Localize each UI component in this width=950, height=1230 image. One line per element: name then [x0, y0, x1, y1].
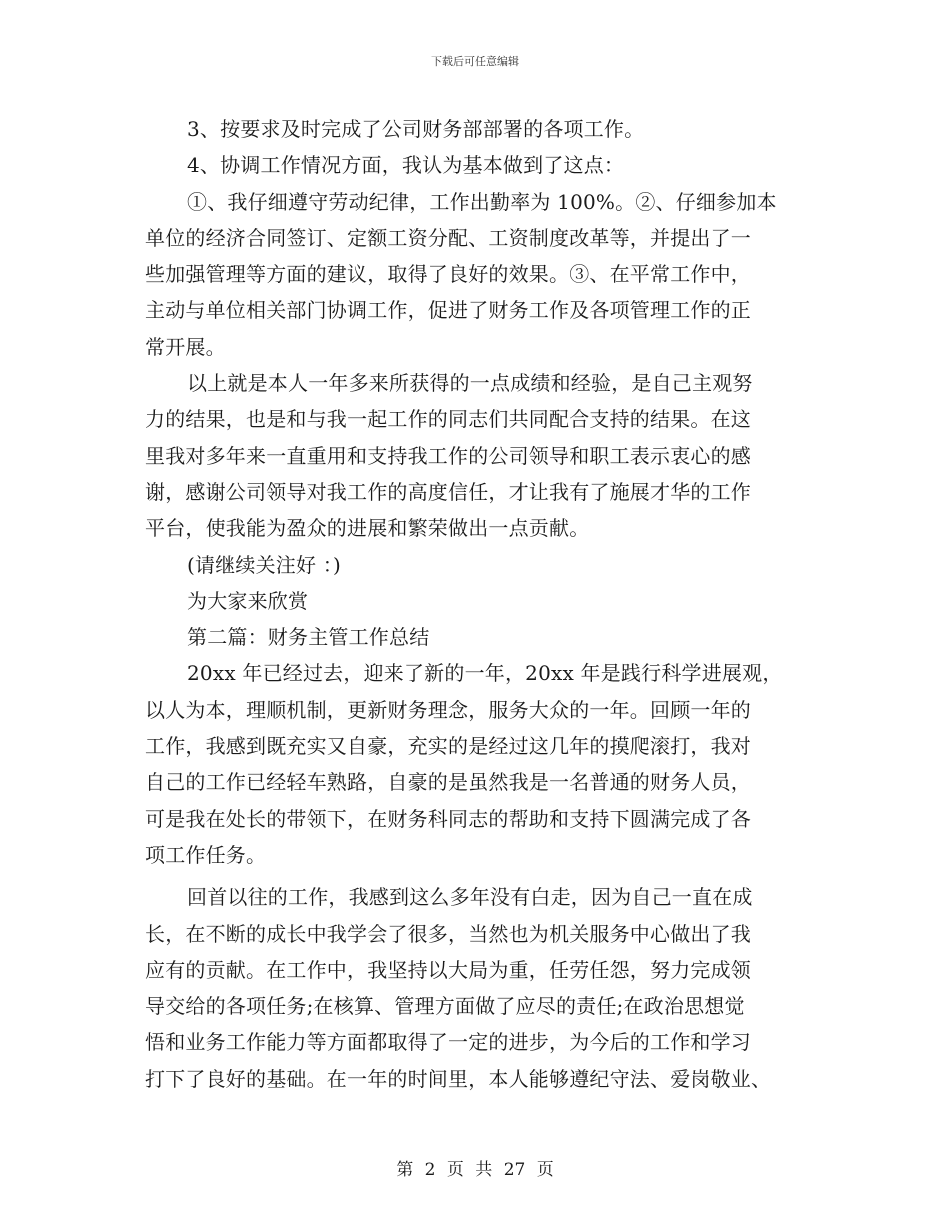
text-line: 平台，使我能为盈众的进展和繁荣做出一点贡献。 [145, 516, 590, 541]
text-line: (请继续关注好 ：) [187, 552, 341, 577]
text-line: 3、按要求及时完成了公司财务部部署的各项工作。 [187, 117, 645, 141]
text-line: 打下了良好的基础。在一年的时间里，本人能够遵纪守法、爱岗敬业、 [145, 1066, 772, 1091]
text-line: ①、我仔细遵守劳动纪律，工作出勤率为 100%。②、仔细参加本 [187, 189, 777, 214]
page-number: 第 2 页 共 27 页 [396, 1160, 554, 1180]
text-line: 以上就是本人一年多来所获得的一点成绩和经验，是自己主观努 [187, 371, 753, 396]
section-title: 第二篇：财务主管工作总结 [187, 625, 430, 650]
text-line: 可是我在处长的带领下，在财务科同志的帮助和支持下圆满完成了各 [145, 806, 751, 831]
text-line: 长，在不断的成长中我学会了很多，当然也为机关服务中心做出了我 [145, 921, 751, 946]
text-line: 项工作任务。 [145, 842, 267, 867]
text-line: 导交给的各项任务;在核算、管理方面做了应尽的责任;在政治思想觉 [145, 994, 745, 1019]
text-line: 单位的经济合同签订、定额工资分配、工资制度改革等，并提出了一 [145, 225, 751, 250]
text-line: 以人为本，理顺机制，更新财务理念，服务大众的一年。回顾一年的 [145, 697, 751, 722]
text-line: 悟和业务工作能力等方面都取得了一定的进步，为今后的工作和学习 [145, 1030, 751, 1055]
document-body [145, 111, 805, 1097]
text-line: 谢，感谢公司领导对我工作的高度信任，才让我有了施展才华的工作 [145, 479, 751, 504]
text-line: 为大家来欣赏 [187, 588, 309, 613]
text-line: 些加强管理等方面的建议，取得了良好的效果。③、在平常工作中， [145, 262, 751, 287]
page-header: 下载后可任意编辑 [431, 55, 519, 68]
text-line: 力的结果，也是和与我一起工作的同志们共同配合支持的结果。在这 [145, 407, 751, 432]
text-line: 自己的工作已经轻车熟路，自豪的是虽然我是一名普通的财务人员， [145, 770, 751, 795]
text-line: 20xx 年已经过去，迎来了新的一年，20xx 年是践行科学进展观， [187, 661, 783, 686]
text-line: 里我对多年来一直重用和支持我工作的公司领导和职工表示衷心的感 [145, 443, 751, 468]
text-line: 工作，我感到既充实又自豪，充实的是经过这几年的摸爬滚打，我对 [145, 734, 751, 759]
text-line: 主动与单位相关部门协调工作，促进了财务工作及各项管理工作的正 [145, 298, 751, 323]
text-line: 应有的贡献。在工作中，我坚持以大局为重，任劳任怨，努力完成领 [145, 957, 751, 982]
text-line: 4、协调工作情况方面，我认为基本做到了这点： [187, 153, 625, 178]
text-line: 回首以往的工作，我感到这么多年没有白走，因为自己一直在成 [187, 885, 753, 910]
text-line: 常开展。 [145, 334, 226, 359]
